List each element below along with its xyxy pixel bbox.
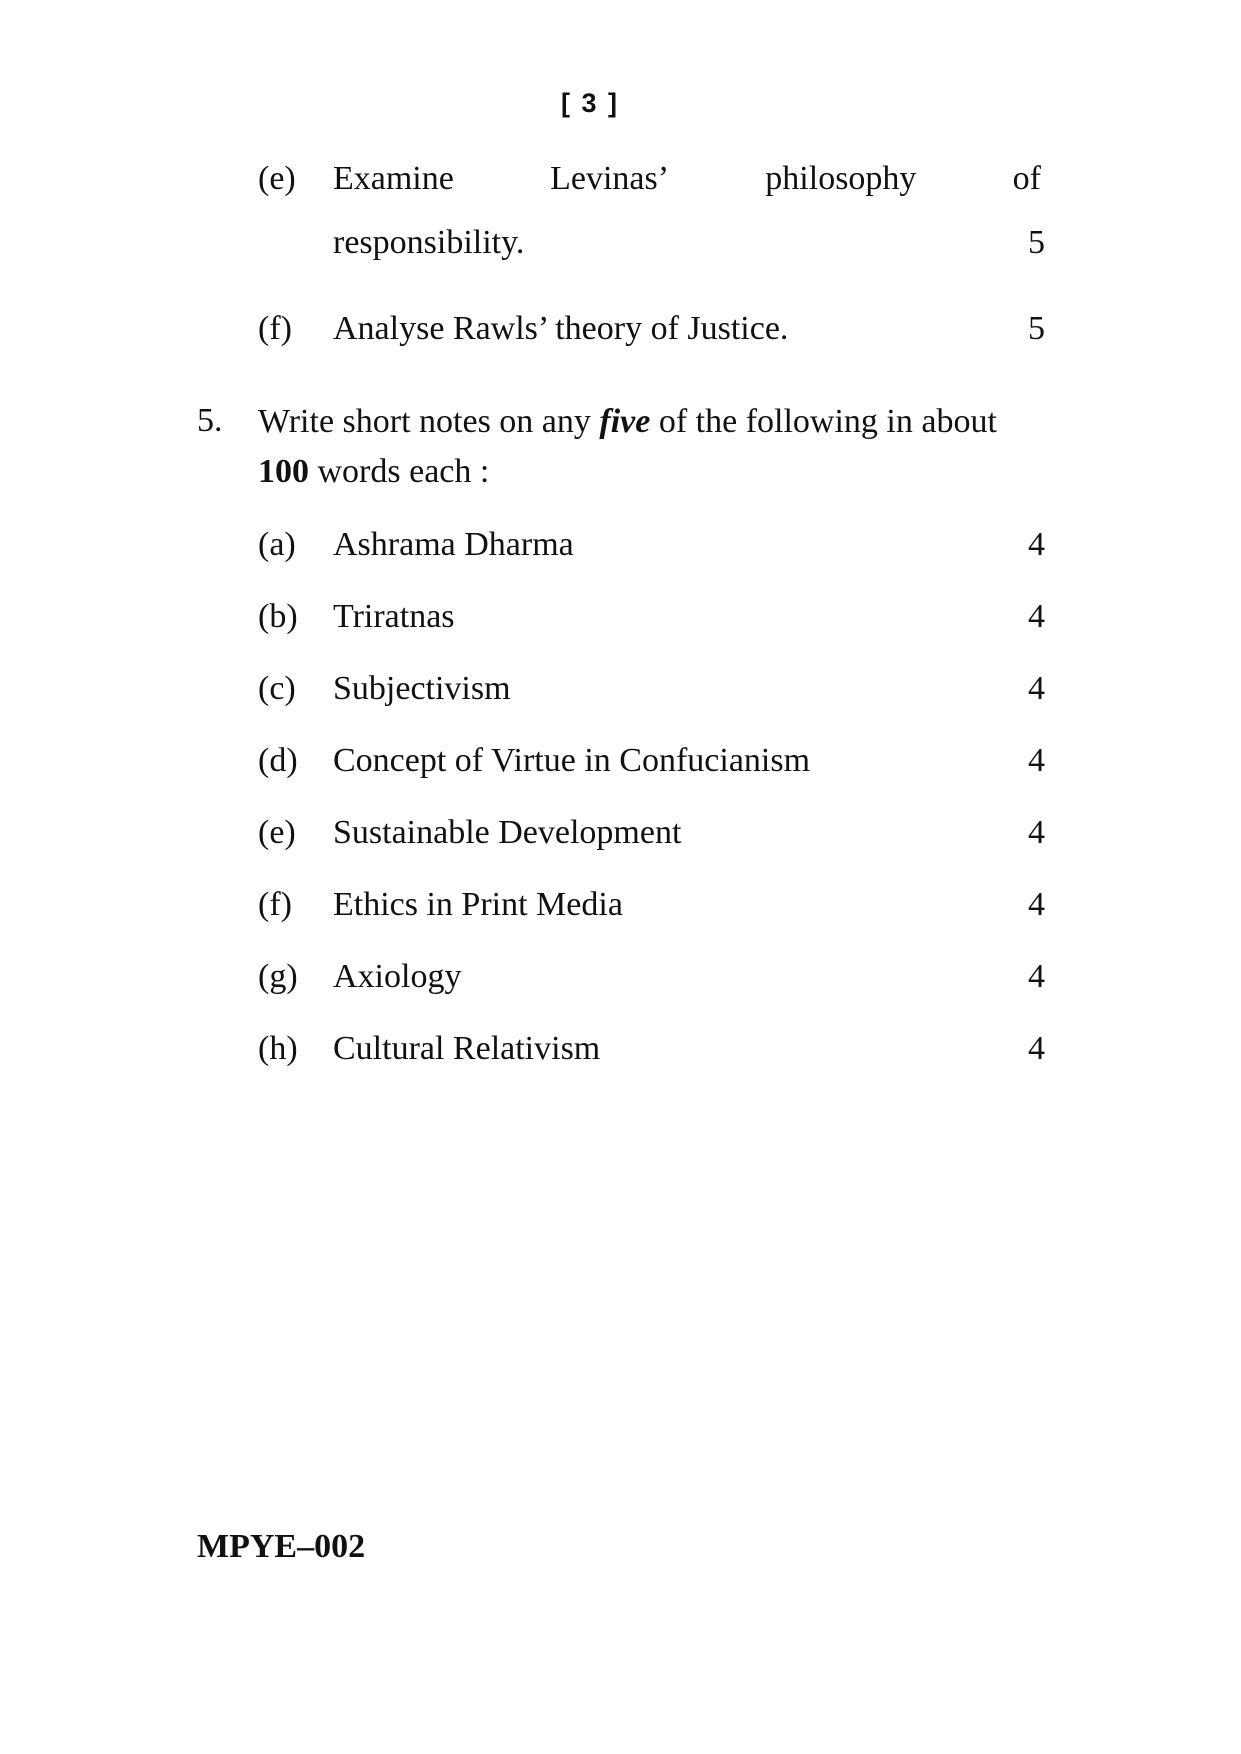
q5-item-text: Sustainable Development bbox=[333, 814, 682, 851]
q5-item-label: (b) bbox=[258, 598, 298, 635]
q5-item-label: (e) bbox=[258, 814, 296, 851]
q4e-line2: responsibility. bbox=[333, 224, 525, 261]
q5-item-marks: 4 bbox=[1028, 1030, 1045, 1067]
q4e-word: of bbox=[1012, 160, 1041, 197]
q5-item-label: (a) bbox=[258, 526, 296, 563]
q4e-word: Examine bbox=[333, 160, 454, 197]
q5-intro-part2: of the following in about bbox=[650, 403, 997, 440]
paper-code: MPYE–002 bbox=[197, 1528, 366, 1565]
q5-item-text: Ashrama Dharma bbox=[333, 526, 574, 563]
q5-intro-bold: 100 bbox=[258, 453, 309, 490]
q5-item-label: (g) bbox=[258, 958, 298, 995]
q4f-text: Analyse Rawls’ theory of Justice. bbox=[333, 310, 789, 347]
q5-item-marks: 4 bbox=[1028, 742, 1045, 779]
q5-instruction bbox=[258, 397, 1048, 497]
q5-intro-part3: words each : bbox=[309, 453, 490, 490]
q5-item-marks: 4 bbox=[1028, 526, 1045, 563]
q4e-marks: 5 bbox=[1028, 224, 1045, 261]
q5-item-marks: 4 bbox=[1028, 886, 1045, 923]
q5-item-label: (h) bbox=[258, 1030, 298, 1067]
q4e-label: (e) bbox=[258, 160, 296, 197]
q5-intro-part1: Write short notes on any bbox=[258, 403, 600, 440]
q5-item-text: Concept of Virtue in Confucianism bbox=[333, 742, 811, 779]
q5-item-marks: 4 bbox=[1028, 958, 1045, 995]
q5-item-label: (f) bbox=[258, 886, 292, 923]
q5-item-label: (c) bbox=[258, 670, 296, 707]
q5-item-marks: 4 bbox=[1028, 670, 1045, 707]
q5-number: 5. bbox=[197, 402, 223, 439]
q5-item-text: Triratnas bbox=[333, 598, 455, 635]
q4e-word: philosophy bbox=[765, 160, 917, 197]
q5-item-label: (d) bbox=[258, 742, 298, 779]
q5-item-marks: 4 bbox=[1028, 598, 1045, 635]
page-number: [ 3 ] bbox=[560, 88, 619, 118]
q5-intro-emph: five bbox=[599, 403, 651, 440]
q5-item-text: Ethics in Print Media bbox=[333, 886, 623, 923]
q5-item-marks: 4 bbox=[1028, 814, 1045, 851]
q4e-word: Levinas’ bbox=[550, 160, 670, 197]
q5-item-text: Subjectivism bbox=[333, 670, 511, 707]
q4f-label: (f) bbox=[258, 310, 292, 347]
q4f-marks: 5 bbox=[1028, 310, 1045, 347]
q5-item-text: Cultural Relativism bbox=[333, 1030, 601, 1067]
q5-item-text: Axiology bbox=[333, 958, 462, 995]
q4e-line1 bbox=[333, 160, 1041, 198]
